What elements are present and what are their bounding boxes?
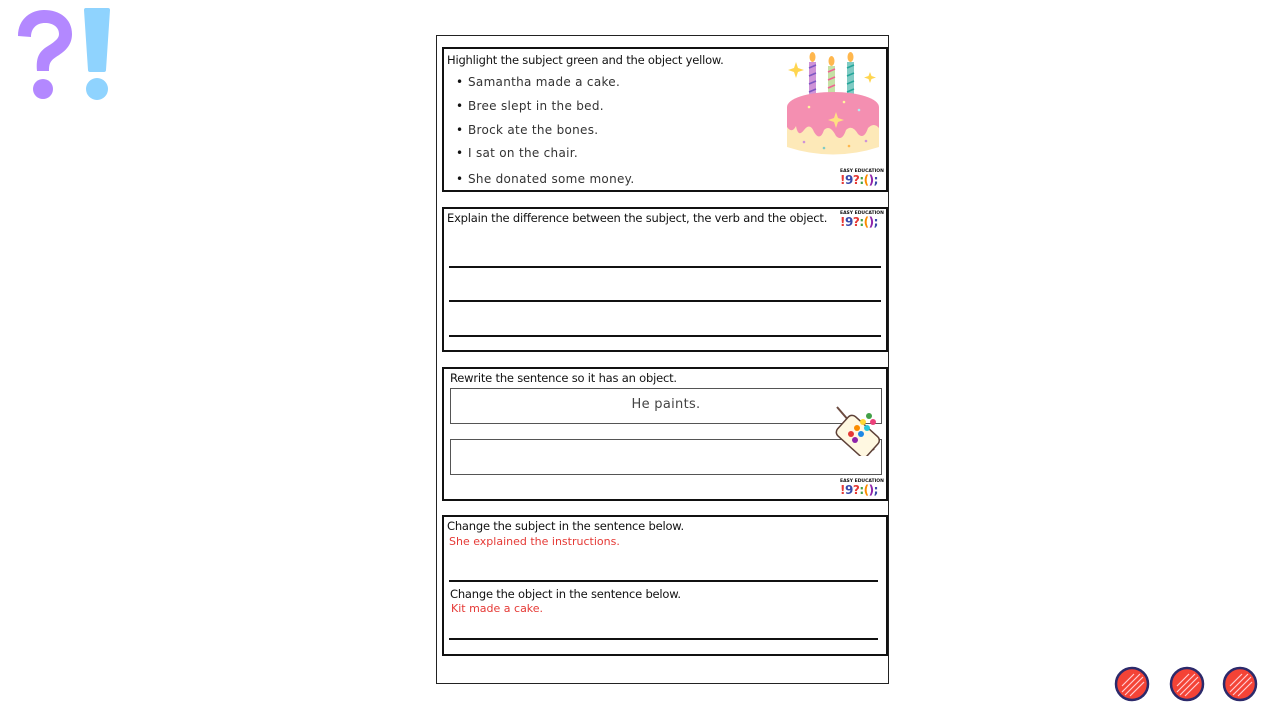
exclamation-icon	[86, 10, 108, 100]
original-sentence: He paints.	[631, 397, 701, 412]
birthday-cake-icon	[784, 52, 882, 160]
question-icon	[18, 10, 72, 99]
easy-education-logo	[840, 211, 886, 229]
nav-dot-icon[interactable]	[1114, 666, 1150, 702]
easy-education-logo	[840, 479, 886, 497]
logo-text: EASY EDUCATION	[840, 479, 884, 484]
answer-line[interactable]	[449, 266, 881, 268]
answer-line[interactable]	[449, 638, 878, 640]
section-instruction: Change the object in the sentence below.	[450, 587, 681, 601]
question-exclamation-decoration	[10, 6, 120, 102]
example-sentence: She explained the instructions.	[449, 535, 620, 548]
example-sentence: Kit made a cake.	[451, 602, 544, 615]
worksheet-page	[436, 35, 889, 684]
rewrite-section	[442, 367, 888, 501]
answer-line[interactable]	[449, 580, 878, 582]
answer-line[interactable]	[449, 300, 881, 302]
rewrite-answer-box[interactable]	[450, 439, 882, 475]
sentence-item: • Samantha made a cake.	[456, 75, 620, 89]
sentence-item: • I sat on the chair.	[456, 146, 578, 160]
paint-palette-icon	[834, 404, 884, 456]
answer-line[interactable]	[449, 335, 881, 337]
nav-dot-icon[interactable]	[1169, 666, 1205, 702]
explain-section	[442, 207, 888, 352]
logo-text: EASY EDUCATION	[840, 169, 884, 174]
logo-symbols: !9?:();	[840, 215, 878, 229]
sentence-item: • Brock ate the bones.	[456, 123, 598, 137]
original-sentence-box	[450, 388, 882, 424]
section-instruction: Explain the difference between the subject, the verb and the object.	[447, 211, 828, 225]
section-instruction: Rewrite the sentence so it has an object.	[450, 371, 677, 385]
section-instruction: Change the subject in the sentence below.	[447, 519, 684, 533]
logo-text: EASY EDUCATION	[840, 211, 884, 216]
nav-dot-icon[interactable]	[1222, 666, 1258, 702]
highlight-section	[442, 47, 888, 192]
section-instruction: Highlight the subject green and the object yellow.	[447, 53, 724, 67]
change-section	[442, 515, 888, 656]
sentence-item: • Bree slept in the bed.	[456, 99, 604, 113]
logo-symbols: !9?:();	[840, 173, 878, 187]
sentence-item: • She donated some money.	[456, 172, 634, 186]
easy-education-logo	[840, 169, 886, 187]
logo-symbols: !9?:();	[840, 483, 878, 497]
